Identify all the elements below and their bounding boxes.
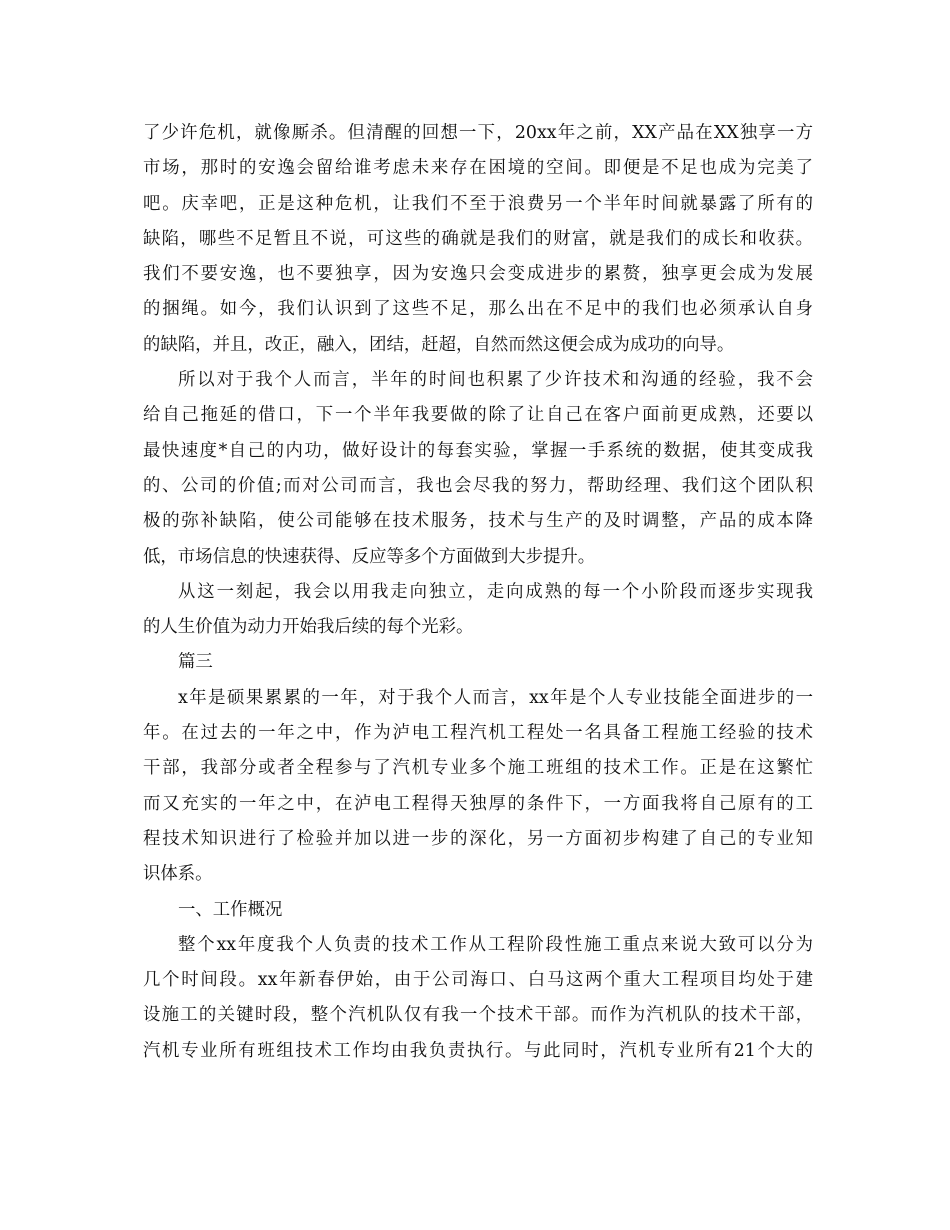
text-line: 而又充实的一年之中，在泸电工程得天独厚的条件下，一方面我将自己原有的工 bbox=[143, 793, 813, 814]
text-line: 最快速度*自己的内功，做好设计的每套实验，掌握一手系统的数据，使其变成我 bbox=[143, 440, 813, 461]
text-line: 的、公司的价值;而对公司而言，我也会尽我的努力，帮助经理、我们这个团队积 bbox=[143, 475, 813, 496]
text-line: x年是硕果累累的一年，对于我个人而言，xx年是个人专业技能全面进步的一 bbox=[178, 687, 813, 708]
text-line: 低，市场信息的快速获得、反应等多个方面做到大步提升。 bbox=[143, 546, 596, 567]
text-line: 的人生价值为动力开始我后续的每个光彩。 bbox=[143, 617, 474, 638]
text-line: 程技术知识进行了检验并加以进一步的深化，另一方面初步构建了自己的专业知 bbox=[143, 828, 813, 849]
text-line: 识体系。 bbox=[143, 864, 213, 885]
text-line: 一、工作概况 bbox=[178, 899, 283, 920]
text-line: 几个时间段。xx年新春伊始，由于公司海口、白马这两个重大工程项目均处于建 bbox=[143, 970, 813, 991]
text-line: 的捆绳。如今，我们认识到了这些不足，那么出在不足中的我们也必须承认自身 bbox=[143, 299, 813, 320]
text-line: 从这一刻起，我会以用我走向独立，走向成熟的每一个小阶段而逐步实现我 bbox=[178, 581, 813, 602]
text-line: 极的弥补缺陷，使公司能够在技术服务，技术与生产的及时调整，产品的成本降 bbox=[143, 511, 813, 532]
text-line: 设施工的关键时段，整个汽机队仅有我一个技术干部。而作为汽机队的技术干部， bbox=[143, 1005, 813, 1026]
text-line: 给自己拖延的借口，下一个半年我要做的除了让自己在客户面前更成熟，还要以 bbox=[143, 405, 813, 426]
text-line: 市场，那时的安逸会留给谁考虑未来存在困境的空间。即便是不足也成为完美了 bbox=[143, 158, 813, 179]
text-line: 年。在过去的一年之中，作为泸电工程汽机工程处一名具备工程施工经验的技术 bbox=[143, 723, 813, 744]
text-line: 缺陷，哪些不足暂且不说，可这些的确就是我们的财富，就是我们的成长和收获。 bbox=[143, 228, 813, 249]
body-text bbox=[143, 116, 813, 1069]
text-line: 的缺陷，并且，改正，融入，团结，赶超，自然而然这便会成为成功的向导。 bbox=[143, 334, 735, 355]
text-line: 汽机专业所有班组技术工作均由我负责执行。与此同时，汽机专业所有21个大的 bbox=[143, 1040, 813, 1061]
text-line: 吧。庆幸吧，正是这种危机，让我们不至于浪费另一个半年时间就暴露了所有的 bbox=[143, 193, 813, 214]
text-line: 了少许危机，就像厮杀。但清醒的回想一下，20xx年之前，XX产品在XX独享一方 bbox=[143, 123, 813, 143]
text-line: 篇三 bbox=[178, 652, 213, 673]
text-line: 整个xx年度我个人负责的技术工作从工程阶段性施工重点来说大致可以分为 bbox=[178, 934, 813, 955]
text-line: 所以对于我个人而言，半年的时间也积累了少许技术和沟通的经验，我不会 bbox=[178, 370, 813, 391]
text-line: 干部，我部分或者全程参与了汽机专业多个施工班组的技术工作。正是在这繁忙 bbox=[143, 758, 813, 779]
text-line: 我们不要安逸，也不要独享，因为安逸只会变成进步的累赘，独享更会成为发展 bbox=[143, 264, 813, 285]
